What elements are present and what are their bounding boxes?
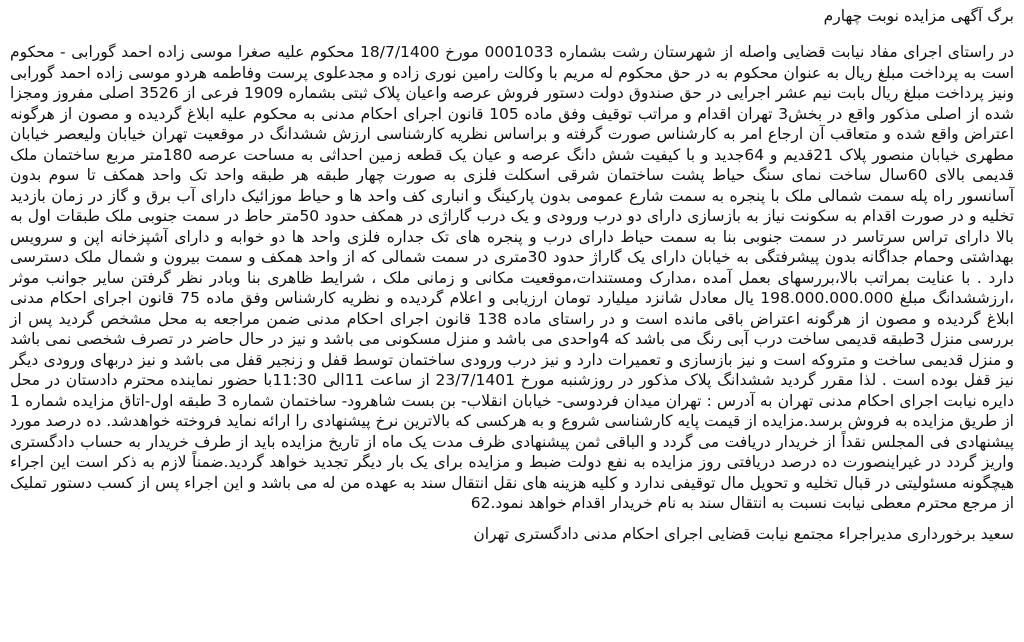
notice-body: در راستای اجرای مفاد نیابت قضایی واصله از شهرستان رشت بشماره 0001033 مورخ 18/7/1400 محکوم علیه صغرا موسی زاده احمد گورابی - محکوم است به پرداخت مبلغ ریال به عنوان محکوم به در حق محکوم له مریم با وکالت رامین نوری زاده و مجدعلوی پرست وفاطمه هردو موسی زاده احمد گورابی ونیز پرداخت مبلغ ریال بابت نیم عشر اجرایی در حق صندوق دولت دستور فروش عرصه واعیان پلاک ثبتی بشماره 1909 فرعی از 3526 اصلی مفروز ومجزا شده از اصلی مذکور واقع در بخش3 تهران اقدام و مراتب توقیف وفق ماده 105 قانون اجرای احکام مدنی به محکوم علیه ابلاغ گردیده و مصون از هرگونه اعتراض واقع شده و متعاقب آن ارجاع امر به کارشناس صورت گرفته و براساس نظریه کارشناسی ارزش ششدانگ در موقعیت تهران خیابان ولیعصر خیابان مطهری خیابان منصور پلاک 21قدیم و 64جدید و با کیفیت شش دانگ عرصه و عیان یک قطعه زمین احداثی به مساحت عرصه 180متر مربع ساختمان ملک قدیمی بالای 60سال ساخت نمای سنگ حیاط پشت ساختمان شرقی اسکلت فلزی به صورت چهار طبقه هر طبقه واحد تک واحد همکف تا سوم بدون آسانسور راه پله سمت شمالی ملک با پنجره به سمت شارع عمومی بدون پارکینگ و انباری کف واحد ها و حیاط موزائیک دارای آب برق و گاز در زمان بازدید تخلیه و در صورت اقدام به سکونت نیاز به بازسازی دارای دو درب ورودی و یک درب گاراژی در همکف حدود 50متر حاط در سمت جنوبی ملک طبقات اول به بالا دارای تراس سرتاسر در سمت جنوبی بنا به سمت حیاط دارای درب و پنجره های تک جداره فلزی واحد ها دو خوابه و دارای آشپزخانه اپن و سرویس بهداشتی وحمام جداگانه بدون پیشرفتگی به خیابان دارای یک گاراژ حدود 30متری در سمت شمالی که از واحد همکف و سمت بیرون و شمال ملک دسترسی دارد . با عنایت بمراتب بالا،بررسهای بعمل آمده ،مدارک ومستندات،موقعیت مکانی و زمانی ملک ، شرایط ظاهری بنا وبادر نظر گرفتن سایر جوانب موثر ،ارزششدانگ مبلغ 198.000.000.000 یال معادل شانزد میلیارد تومان ارزیابی و اعلام گردیده و نظریه کارشناس وفق ماده 75 قانون اجرای احکام مدنی ابلاغ گردیده و مصون از هرگونه اعتراض باقی مانده است و در راستای ماده 138 قانون اجرای احکام مدنی ضمن مراجعه به محل مشخص گردید پس از بررسی منزل 3طبقه قدیمی ساخت درب آبی رنگ می باشد که 4واحدی می باشد و منزل مسکونی می باشد و نیز در حال حاضر در تصرف شخصی نمی باشد و منزل قدیمی ساخت و متروکه است و نیز بازسازی و تعمیرات دارد و نیز درب ورودی ساختمان توسط قفل و زنجیر قفل می باشد و نیز دربهای ورودی دیگر نیز قفل بوده است . لذا مقرر گردید ششدانگ پلاک مذکور در روزشنبه مورخ 23/7/1401 از ساعت 11الی 11:30با حضور نماینده محترم دادستان در محل دایره نیابت اجرای احکام مدنی تهران به آدرس : تهران میدان فردوسی- خیابان انقلاب- بن بست شاهرود- ساختمان شماره 3 طبقه اول-اتاق مزایده شماره 1 از طریق مزایده به فروش برسد.مزایده از قیمت پایه کارشناسی شروع و به هرکسی که بالاترین نرخ پیشنهادی را ارائه نماید فروخته خواهدشد. ده درصد مورد پیشنهادی فی المجلس نقداً از خریدار دریافت می گردد و الباقی ثمن پیشنهادی ظرف مدت یک ماه از تاریخ مزایده باید از طرف خریدار به حساب دادگستری واریز گردد در غیراینصورت ده درصد دریافتی روز مزایده به نفع دولت ضبط و مزایده برای یک بار دیگر تجدید خواهد گردید.ضمناً لازم به ذکر است این اجراء هیچگونه مسئولیتی در قبال تخلیه و تحویل مال توقیفی ندارد و کلیه هزینه های نقل انتقال سند به عهده من له می باشد و این اجراء پس از کسب دستور تملیک از مرجع محترم معطی نیابت نسبت به انتقال سند به نام خریدار اقدام خواهد نمود.62 <box>10 43 1015 512</box>
signature-line: سعید برخورداری مدیراجراء مجتمع نیابت قضایی اجرای احکام مدنی دادگستری تهران <box>473 524 1014 543</box>
notice-title: برگ آگهی مزایده نوبت چهارم <box>823 7 1014 25</box>
